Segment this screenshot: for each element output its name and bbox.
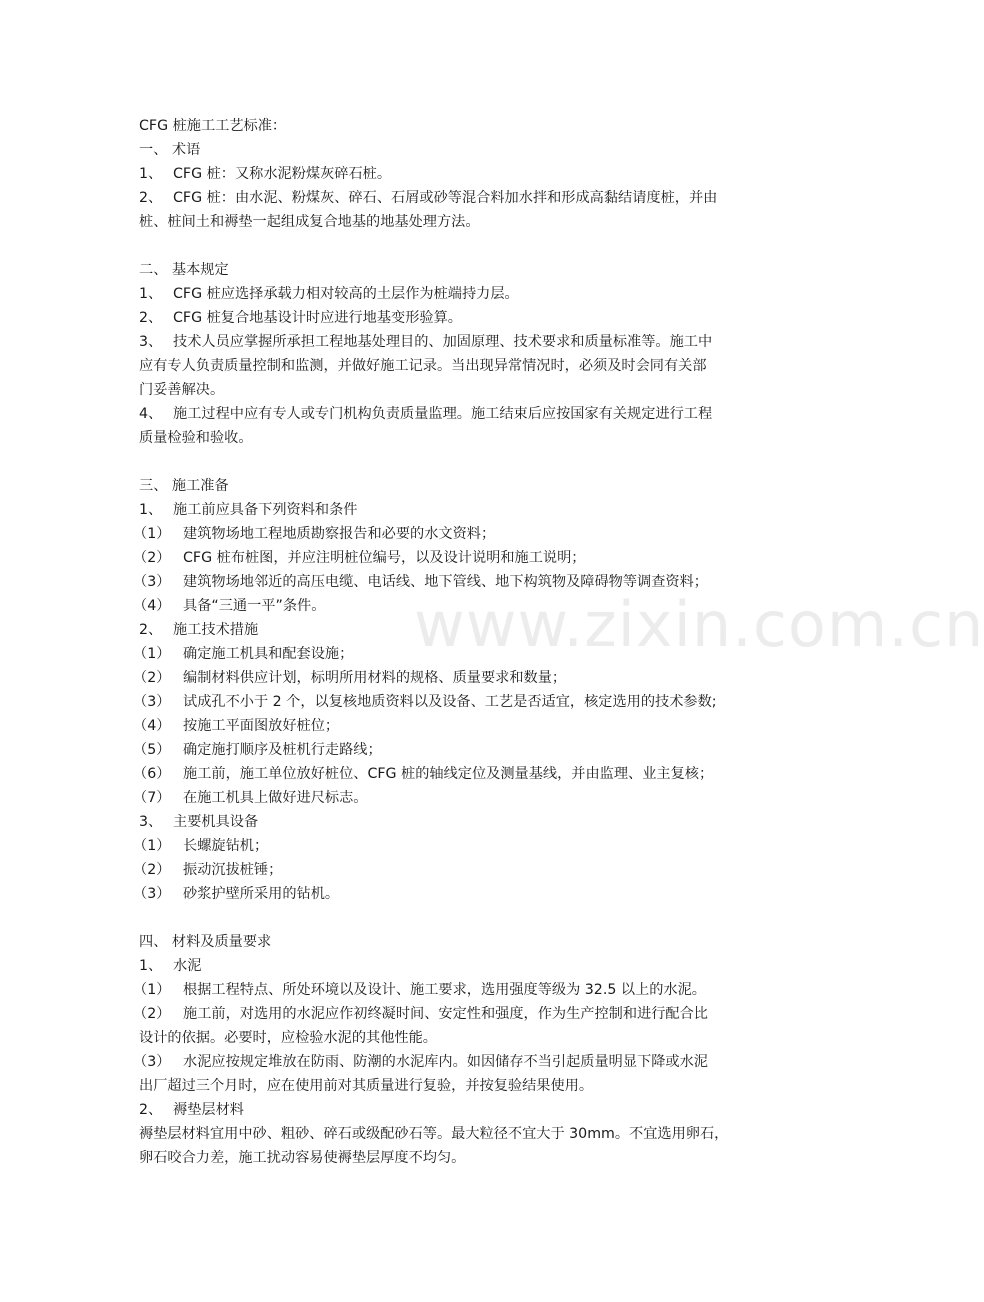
list-item — [133, 762, 787, 786]
section-heading-materials: 四、 材料及质量要求 — [139, 934, 272, 950]
item-text: CFG 桩布桩图，并应注明桩位编号，以及设计说明和施工说明； — [183, 550, 586, 566]
item-text: 编制材料供应计划，标明所用材料的规格、质量要求和数量； — [183, 670, 567, 686]
item-text: 主要机具设备 — [173, 814, 259, 830]
item-text: 振动沉拔桩锤； — [183, 862, 283, 878]
list-item — [133, 786, 787, 810]
item-text: 施工前，施工单位放好桩位、CFG 桩的轴线定位及测量基线，并由监理、业主复核； — [183, 766, 714, 782]
list-item — [133, 1002, 787, 1026]
list-item — [133, 690, 787, 714]
subsection-heading — [139, 498, 787, 522]
item-number: （2） — [133, 670, 171, 686]
item-text: CFG 桩复合地基设计时应进行地基变形验算。 — [173, 310, 462, 326]
section-heading-preparation: 三、 施工准备 — [139, 478, 229, 494]
item-number: （2） — [133, 550, 171, 566]
item-text: CFG 桩：又称水泥粉煤灰碎石桩。 — [173, 166, 392, 182]
item-text: 施工前应具备下列资料和条件 — [173, 502, 358, 518]
list-item — [133, 738, 787, 762]
list-item — [139, 306, 787, 330]
subsection-heading — [139, 954, 787, 978]
item-continuation: 门妥善解决。 — [139, 382, 225, 398]
paragraph-line: 褥垫层材料宜用中砂、粗砂、碎石或级配砂石等。最大粒径不宜大于 30mm。不宜选用卵石， — [139, 1126, 729, 1142]
list-item — [133, 858, 787, 882]
item-text: CFG 桩应选择承载力相对较高的土层作为桩端持力层。 — [173, 286, 519, 302]
list-item — [133, 834, 787, 858]
list-item — [139, 162, 787, 186]
item-number: （1） — [133, 646, 171, 662]
item-number: 1、 — [139, 958, 163, 974]
item-number: （7） — [133, 790, 171, 806]
item-number: （4） — [133, 718, 171, 734]
item-continuation: 桩、桩间土和褥垫一起组成复合地基的地基处理方法。 — [139, 214, 480, 230]
item-number: 3、 — [139, 334, 163, 350]
list-item — [133, 522, 787, 546]
list-item — [133, 570, 787, 594]
watermark: www.zixin.com.cn — [414, 588, 984, 661]
item-number: （6） — [133, 766, 171, 782]
item-text: 按施工平面图放好桩位； — [183, 718, 340, 734]
subsection-heading — [139, 810, 787, 834]
list-item — [133, 546, 787, 570]
item-text: 水泥应按规定堆放在防雨、防潮的水泥库内。如因储存不当引起质量明显下降或水泥 — [183, 1054, 708, 1070]
list-item — [133, 642, 787, 666]
item-number: 1、 — [139, 286, 163, 302]
item-number: 2、 — [139, 190, 163, 206]
list-item — [133, 666, 787, 690]
section-heading-basic-rules: 二、 基本规定 — [139, 262, 229, 278]
item-number: 2、 — [139, 310, 163, 326]
item-continuation: 出厂超过三个月时，应在使用前对其质量进行复验，并按复验结果使用。 — [139, 1078, 594, 1094]
list-item — [133, 882, 787, 906]
item-number: （3） — [133, 886, 171, 902]
item-continuation: 应有专人负责质量控制和监测，并做好施工记录。当出现异常情况时，必须及时会同有关部 — [139, 358, 707, 374]
document-title: CFG 桩施工工艺标准： — [139, 118, 287, 134]
item-text: 砂浆护壁所采用的钻机。 — [183, 886, 340, 902]
list-item — [133, 714, 787, 738]
paragraph-line: 卵石咬合力差，施工扰动容易使褥垫层厚度不均匀。 — [139, 1150, 466, 1166]
list-item — [139, 330, 787, 354]
item-number: （4） — [133, 598, 171, 614]
item-number: （1） — [133, 526, 171, 542]
item-number: （1） — [133, 982, 171, 998]
item-number: 2、 — [139, 1102, 163, 1118]
item-text: 试成孔不小于 2 个，以复核地质资料以及设备、工艺是否适宜，核定选用的技术参数; — [183, 694, 717, 710]
item-number: 1、 — [139, 502, 163, 518]
item-text: 施工前，对选用的水泥应作初终凝时间、安定性和强度，作为生产控制和进行配合比 — [183, 1006, 708, 1022]
item-continuation: 设计的依据。必要时，应检验水泥的其他性能。 — [139, 1030, 437, 1046]
item-number: （5） — [133, 742, 171, 758]
item-text: CFG 桩：由水泥、粉煤灰、碎石、石屑或砂等混合料加水拌和形成高黏结请度桩，并由 — [173, 190, 718, 206]
item-number: （3） — [133, 694, 171, 710]
list-item — [133, 1050, 787, 1074]
subsection-heading — [139, 1098, 787, 1122]
item-text: 确定施打顺序及桩机行走路线； — [183, 742, 382, 758]
list-item — [139, 282, 787, 306]
item-number: （3） — [133, 574, 171, 590]
section-heading-terms: 一、 术语 — [139, 142, 201, 158]
subsection-heading — [139, 618, 787, 642]
item-number: （2） — [133, 862, 171, 878]
item-text: 具备“三通一平”条件。 — [183, 598, 326, 614]
item-number: 2、 — [139, 622, 163, 638]
list-item — [133, 978, 787, 1002]
item-text: 水泥 — [173, 958, 202, 974]
item-continuation: 质量检验和验收。 — [139, 430, 253, 446]
list-item — [133, 594, 787, 618]
list-item — [139, 186, 787, 210]
item-number: 3、 — [139, 814, 163, 830]
item-text: 技术人员应掌握所承担工程地基处理目的、加固原理、技术要求和质量标准等。施工中 — [173, 334, 713, 350]
item-text: 在施工机具上做好进尺标志。 — [183, 790, 368, 806]
item-text: 施工技术措施 — [173, 622, 259, 638]
item-number: 4、 — [139, 406, 163, 422]
item-text: 施工过程中应有专人或专门机构负责质量监理。施工结束后应按国家有关规定进行工程 — [173, 406, 713, 422]
item-text: 建筑物场地工程地质勘察报告和必要的水文资料； — [183, 526, 496, 542]
item-number: （2） — [133, 1006, 171, 1022]
item-number: （1） — [133, 838, 171, 854]
item-text: 褥垫层材料 — [173, 1102, 244, 1118]
item-number: 1、 — [139, 166, 163, 182]
item-text: 确定施工机具和配套设施； — [183, 646, 354, 662]
item-number: （3） — [133, 1054, 171, 1070]
list-item — [139, 402, 787, 426]
item-text: 建筑物场地邻近的高压电缆、电话线、地下管线、地下构筑物及障碍物等调查资料； — [183, 574, 708, 590]
item-text: 根据工程特点、所处环境以及设计、施工要求，选用强度等级为 32.5 以上的水泥。 — [183, 982, 706, 998]
document-body — [133, 114, 787, 1170]
item-text: 长螺旋钻机； — [183, 838, 269, 854]
